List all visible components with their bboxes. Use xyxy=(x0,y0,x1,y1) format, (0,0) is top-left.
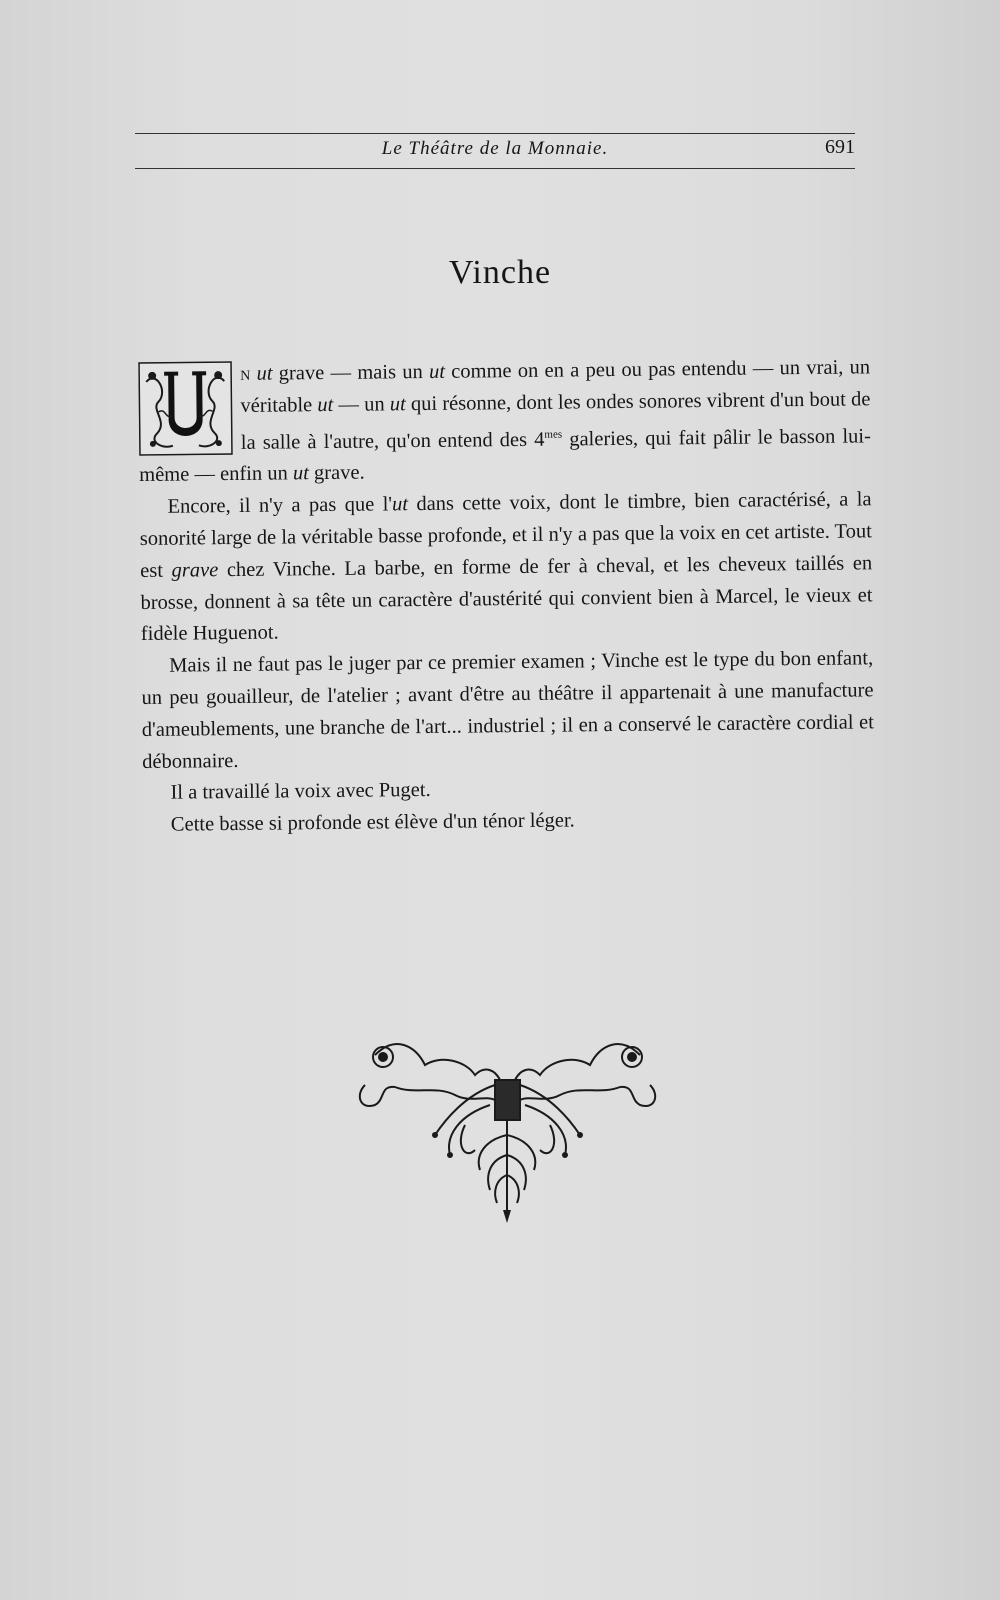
text-segment: galeries, qui fait pâlir le basson lui-même — enfin un xyxy=(139,424,871,487)
paragraph-3: Mais il ne faut pas le juger par ce premier examen ; Vinche est le type du bon enfant, un peu gouailleur, de l'atelier ; avant d'être au théâtre il appartenait à une manufacture d'ameublements, une branche de l'art... industriel ; il en a conservé le caractère cordial et débonnaire. xyxy=(141,647,874,773)
italic-grave: grave xyxy=(171,558,219,582)
text-segment: chez Vinche. La barbe, en forme de fer à cheval, et les cheveux taillés en brosse, donnent à sa tête un caractère d'austérité qui convient bien à Marcel, le vieux et fidèle Huguenot. xyxy=(140,552,873,646)
header-rule-bottom xyxy=(135,168,855,169)
text-segment: grave. xyxy=(308,462,365,485)
body-text xyxy=(138,352,875,842)
text-segment: grave — mais un xyxy=(272,360,430,385)
running-title: Le Théâtre de la Monnaie. xyxy=(381,138,609,159)
italic-ut: ut xyxy=(256,362,273,385)
text-segment: dans cette voix, dont le timbre, bien caractérisé, a la sonorité large de la véritable basse profonde, et il n'y a pas que la voix en cet artiste. Tout est xyxy=(139,488,872,582)
ornate-letter-u-icon xyxy=(138,361,233,456)
italic-ut: ut xyxy=(389,392,406,416)
floral-ribbon-ornament-icon xyxy=(345,1025,670,1225)
paragraph-2 xyxy=(139,485,873,652)
page-number: 691 xyxy=(825,136,855,158)
first-letters: n xyxy=(240,362,251,385)
italic-ut: ut xyxy=(292,462,309,485)
superscript-mes: mes xyxy=(544,428,563,441)
italic-ut: ut xyxy=(391,493,409,516)
chapter-title: Vinche xyxy=(448,254,552,291)
paragraph-1 xyxy=(138,352,871,492)
text-segment: Encore, il n'y a pas que l' xyxy=(167,493,393,518)
header-rule-top xyxy=(135,133,855,134)
paragraph-4: Il a travaillé la voix avec Puget. xyxy=(170,779,431,805)
text-segment: qui résonne, dont les ondes sonores vibrent d'un bout de la salle à l'autre, qu'on entend des 4 xyxy=(240,388,871,454)
text-segment: comme on en a peu ou pas entendu — un vrai, un véritable xyxy=(240,356,871,417)
page-header xyxy=(135,123,855,173)
italic-ut: ut xyxy=(317,393,334,416)
text-segment: — un xyxy=(333,393,390,416)
paragraph-5: Cette basse si profonde est élève d'un ténor léger. xyxy=(170,809,575,836)
italic-ut: ut xyxy=(428,360,446,383)
